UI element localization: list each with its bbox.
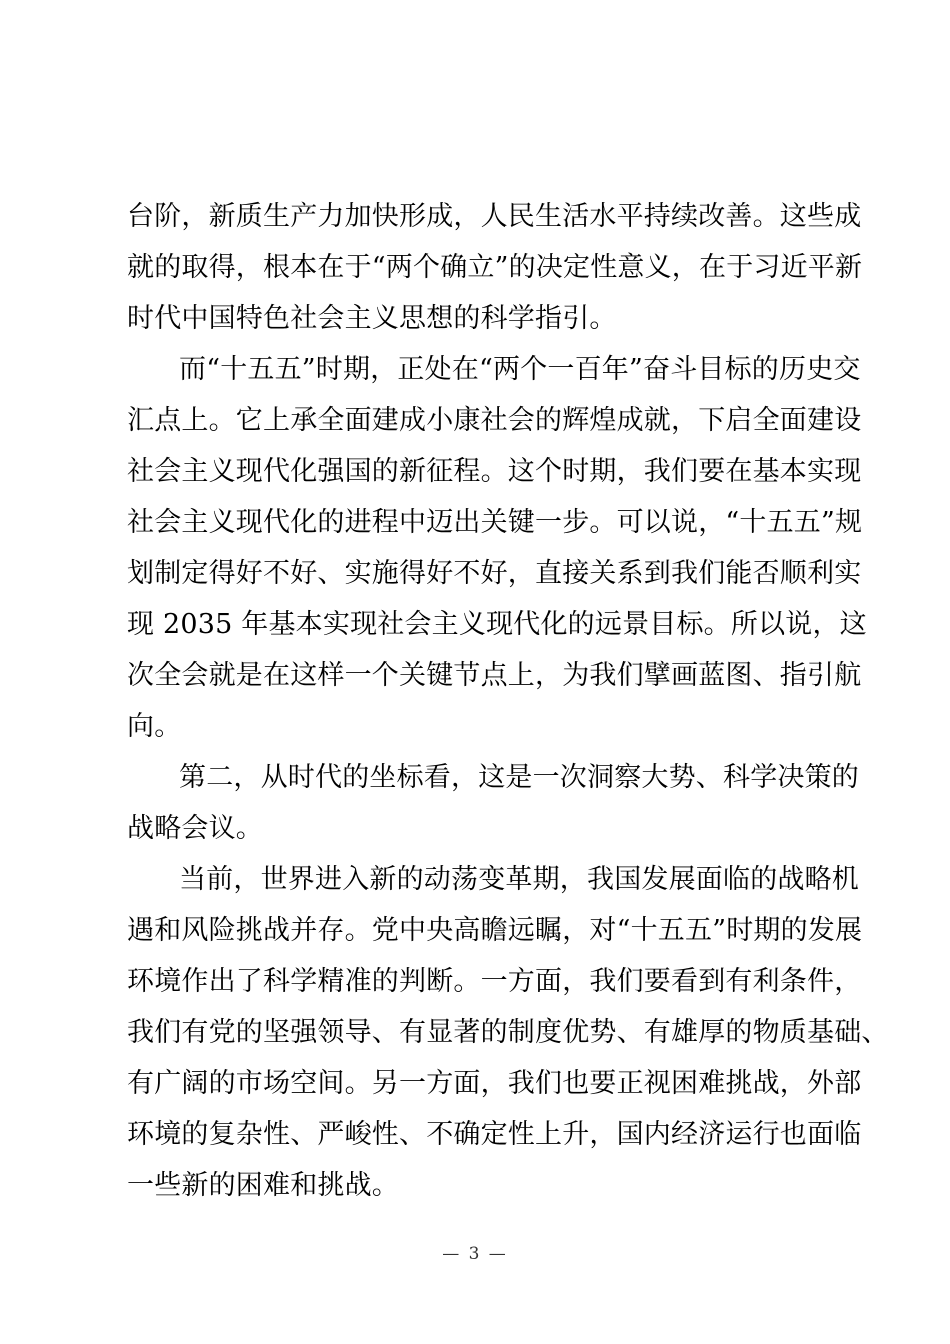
section-heading-line: 战略会议。 <box>127 813 263 844</box>
text-line: 有广阔的市场空间。另一方面，我们也要正视困难挑战，外部 <box>127 1068 862 1099</box>
section-heading-line: 第二，从时代的坐标看，这是一次洞察大势、科学决策的 <box>179 762 859 793</box>
text-line: 台阶，新质生产力加快形成，人民生活水平持续改善。这些成 <box>127 201 862 232</box>
text-line: 社会主义现代化的进程中迈出关键一步。可以说，“十五五”规 <box>127 507 863 538</box>
text-line: 就的取得，根本在于“两个确立”的决定性意义，在于习近平新 <box>127 252 863 283</box>
text-line: 社会主义现代化强国的新征程。这个时期，我们要在基本实现 <box>127 456 862 487</box>
text-line: 现 2035 年基本实现社会主义现代化的远景目标。所以说，这 <box>127 609 867 640</box>
text-line: 次全会就是在这样一个关键节点上，为我们擘画蓝图、指引航 <box>127 660 862 691</box>
text-line: 遇和风险挑战并存。党中央高瞻远瞩，对“十五五”时期的发展 <box>127 915 863 946</box>
page-number: — 3 — <box>442 1244 508 1264</box>
text-line: 环境作出了科学精准的判断。一方面，我们要看到有利条件， <box>127 966 862 997</box>
text-line: 向。 <box>127 711 182 742</box>
document-body <box>127 191 889 1211</box>
paragraph-start-line: 当前，世界进入新的动荡变革期，我国发展面临的战略机 <box>179 864 859 895</box>
text-line: 我们有党的坚强领导、有显著的制度优势、有雄厚的物质基础、 <box>127 1017 889 1048</box>
text-line: 汇点上。它上承全面建成小康社会的辉煌成就，下启全面建设 <box>127 405 862 436</box>
text-line: 时代中国特色社会主义思想的科学指引。 <box>127 303 617 334</box>
text-line: 环境的复杂性、严峻性、不确定性上升，国内经济运行也面临 <box>127 1119 862 1150</box>
text-line: 一些新的困难和挑战。 <box>127 1170 399 1201</box>
text-line: 划制定得好不好、实施得好不好，直接关系到我们能否顺利实 <box>127 558 862 589</box>
paragraph-start-line: 而“十五五”时期，正处在“两个一百年”奋斗目标的历史交 <box>179 354 861 385</box>
